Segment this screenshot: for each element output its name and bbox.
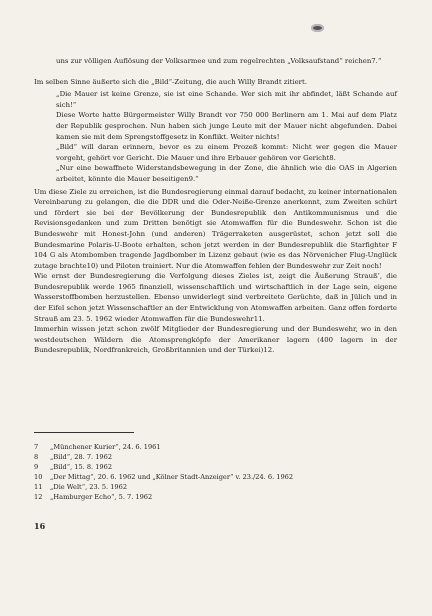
footnote-text: „Hamburger Echo“, 5. 7. 1962 bbox=[50, 493, 153, 502]
punch-hole bbox=[311, 24, 324, 32]
footnote-number: 10 bbox=[34, 473, 43, 482]
paragraph-bild-intro: Im selben Sinne äußerte sich die „Bild“-Zeitung, die auch Willy Brandt zitiert. bbox=[34, 77, 307, 86]
paragraph-brandt-speech: Diese Worte hatte Bürgermeister Willy Brandt vor 750 000 Berlinern am 1. Mai auf dem Platz der Republik gesprochen. Nun haben sich junge Leute mit der Mauer nicht abgefunden. Dabei kamen sie mit dem Sprengstoffgesetz in Konflikt. Weiter nichts! bbox=[56, 111, 397, 141]
footnote bbox=[34, 472, 334, 482]
footnote bbox=[34, 442, 334, 452]
footnote-number: 7 bbox=[34, 443, 39, 451]
footnote-text: „Bild“, 15. 8. 1962 bbox=[50, 463, 113, 472]
paragraph-quote-end: uns zur völligen Auflösung der Volksarmee und zum regelrechten „Volksaufstand“ reichen7.“ bbox=[56, 57, 382, 65]
footnote bbox=[34, 482, 334, 492]
footnote-divider bbox=[34, 432, 134, 433]
paragraph-nuclear-depots: Immerhin wissen jetzt schon zwölf Mitglieder der Bundesregierung und der Bundeswehr, wo in den westdeutschen Wäldern die Atomsprengköpfe der Amerikaner lagern (400 lagern in der Bundesrepublik, Nordfrankreich, Großbritannien und der Türkei)12. bbox=[34, 325, 397, 355]
footnote-number: 8 bbox=[34, 453, 39, 462]
paragraph-brandt-quote: „Die Mauer ist keine Grenze, sie ist eine Schande. Wer sich mit ihr abfindet, läßt Schande auf sich!“ bbox=[56, 90, 397, 109]
footnote-text: „Die Welt“, 23. 5. 1962 bbox=[50, 483, 128, 492]
footnote-number: 12 bbox=[34, 493, 43, 502]
paragraph-bild-court: „Bild“ will daran erinnern, bevor es zu einem Prozeß kommt: Nicht wer gegen die Mauer vorgeht, gehört vor Gericht. Die Mauer und ihre Erbauer gehören vor Gericht8. bbox=[56, 143, 397, 162]
footnote bbox=[34, 452, 334, 462]
footnote-text: „Bild“, 28. 7. 1962 bbox=[50, 453, 113, 462]
page-number: 16 bbox=[34, 521, 46, 531]
footnote bbox=[34, 462, 334, 472]
paragraph-goals: Um diese Ziele zu erreichen, ist die Bundesregierung einmal darauf bedacht, zu keiner internationalen Vereinbarung zu gelangen, die die DDR und die Oder-Neiße-Grenze anerkennt, zum Zweiten schürt und fördert sie bei der Bevölkerung der Bundesrepublik den Antikommunismus und die Revisionsgedanken und zum Dritten benötigt sie Atomwaffen für die Bundeswehr. Schon ist die Bundeswehr mit Honest-John (und anderen) Trägerraketen ausgerüstet, schon jetzt soll die Bundesmarine Polaris-U-Boote erhalten, schon jetzt werden in der Bundesrepublik die Starfighter F 104 G als Atombomben tragende Jagdbomber in Lizenz gebaut (wie es das Nörvenicher Flug-Unglück zutage brachte10) und Piloten trainiert. Nur die Atomwaffen fehlen der Bundeswehr zur Zeit noch! bbox=[34, 187, 397, 270]
footnotes bbox=[34, 442, 334, 503]
footnote-number: 9 bbox=[34, 463, 39, 472]
footnote bbox=[34, 492, 334, 502]
paragraph-oas: „Nur eine bewaffnete Widerstandsbewegung in der Zone, die ähnlich wie die OAS in Algerien arbeitet, könnte die Mauer beseitigen9.“ bbox=[56, 164, 397, 183]
footnote-number: 11 bbox=[34, 483, 43, 492]
footnote-text: „Münchener Kurier“, 24. 6. 1961 bbox=[50, 443, 161, 451]
paragraph-strauss: Wie ernst der Bundesregierung die Verfolgung dieses Zieles ist, zeigt die Äußerung Strauß’, die Bundesrepublik werde 1965 finanziell, wissenschaftlich und wirtschaftlich in der Lage sein, eigene Wasserstoffbomben herzustellen. Ebenso unwiderlegt sind verbreitete Gerüchte, daß in Jülich und in der Eifel schon jetzt Wissenschaftler an der Entwicklung von Atomwaffen arbeiten. Ganz offen forderte Strauß am 23. 5. 1962 wieder Atomwaffen für die Bundeswehr11. bbox=[34, 272, 397, 323]
body-text bbox=[34, 56, 397, 356]
footnote-text: „Der Mittag“, 20. 6. 1962 und „Kölner Stadt-Anzeiger“ v. 23./24. 6. 1962 bbox=[50, 473, 294, 482]
